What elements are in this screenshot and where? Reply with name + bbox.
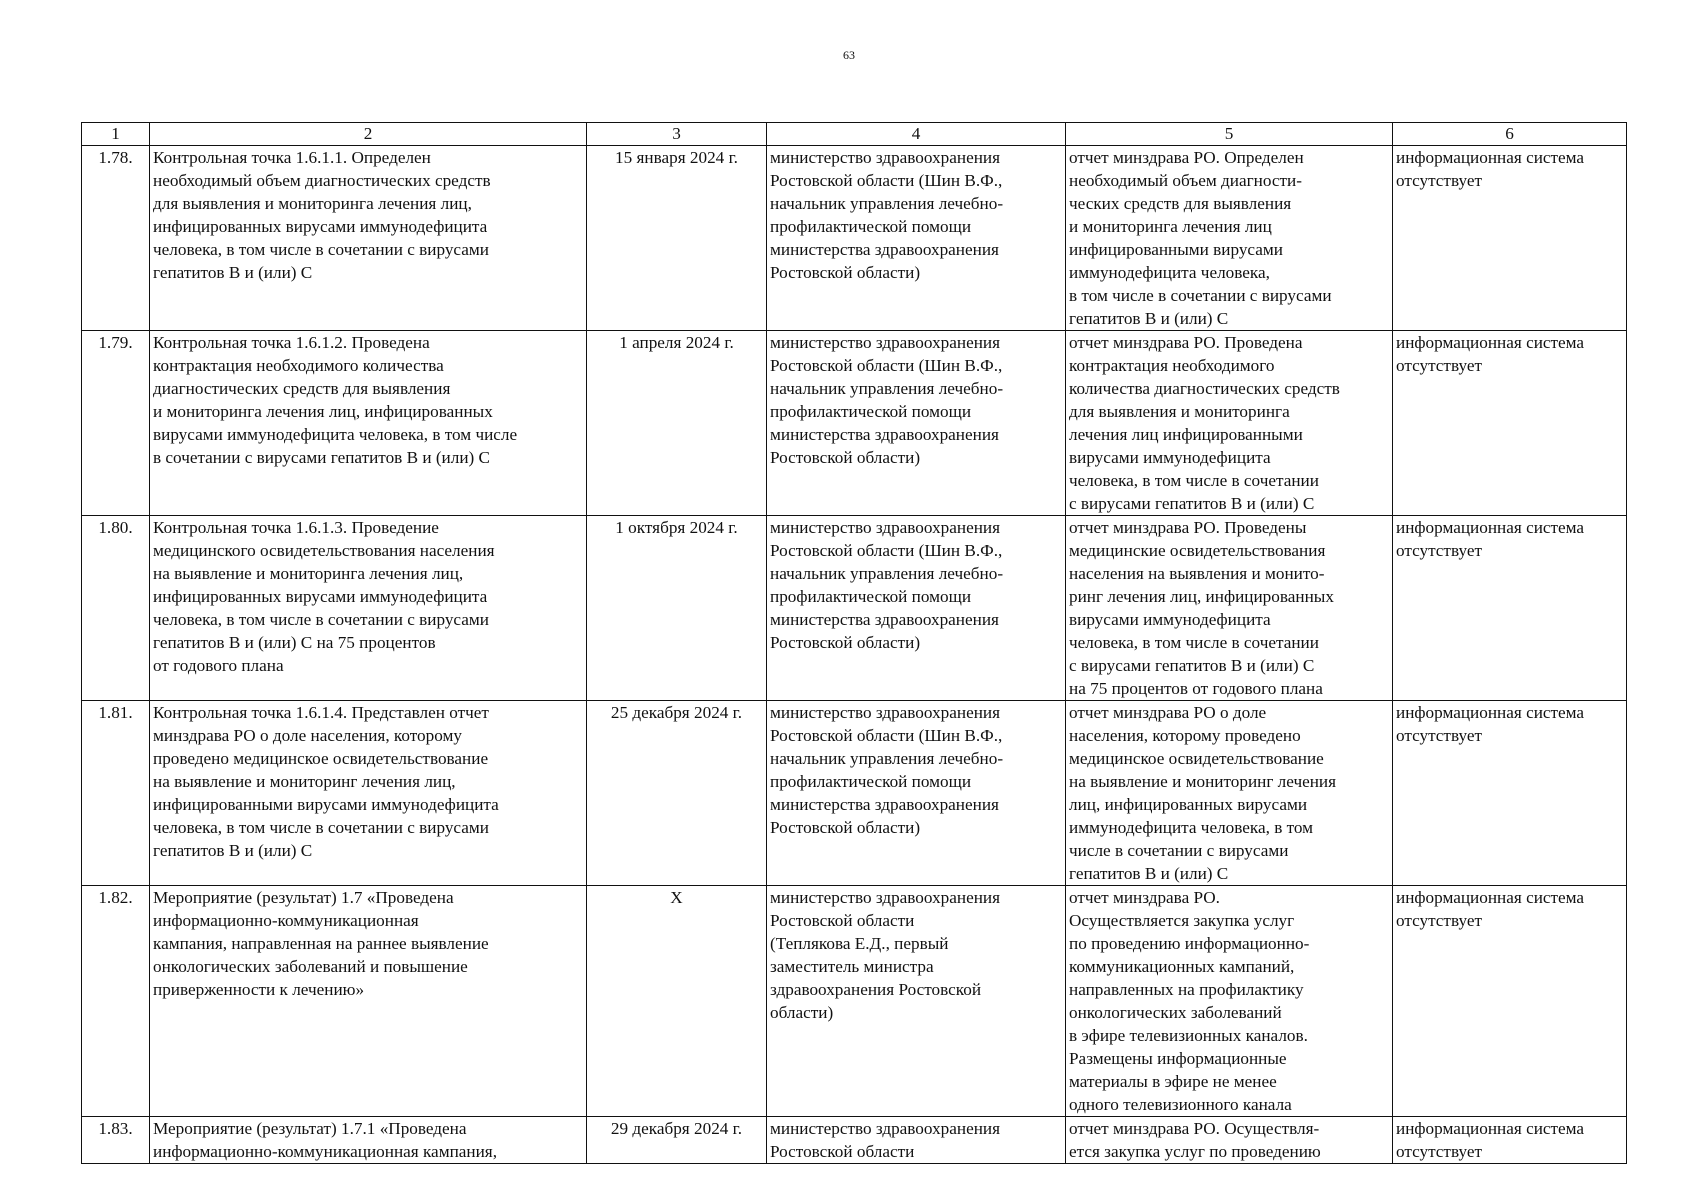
- system-cell: информационная система отсутствует: [1393, 886, 1627, 1117]
- event-cell: Мероприятие (результат) 1.7 «Проведена информационно-коммуникационная кампания, направленная на раннее выявление онкологических заболеваний и повышение приверженности к лечению»: [150, 886, 587, 1117]
- row-number: 1.82.: [82, 886, 150, 1117]
- document-cell: отчет минздрава РО. Осуществля- ется закупка услуг по проведению: [1066, 1117, 1393, 1164]
- header-cell: 3: [587, 123, 767, 146]
- system-cell: информационная система отсутствует: [1393, 146, 1627, 331]
- table-row: [82, 516, 1627, 701]
- responsible-cell: министерство здравоохранения Ростовской области: [767, 1117, 1066, 1164]
- system-cell: информационная система отсутствует: [1393, 701, 1627, 886]
- responsible-cell: министерство здравоохранения Ростовской области (Шин В.Ф., начальник управления лечебно- профилактической помощи министерства здравоохранения Ростовской области): [767, 516, 1066, 701]
- date-cell: 29 декабря 2024 г.: [587, 1117, 767, 1164]
- table-row: [82, 331, 1627, 516]
- document-cell: отчет минздрава РО. Проведена контрактация необходимого количества диагностических средств для выявления и мониторинга лечения лиц инфицированными вирусами иммунодефицита человека, в том числе в сочетании с вирусами гепатитов B и (или) C: [1066, 331, 1393, 516]
- header-cell: 5: [1066, 123, 1393, 146]
- header-cell: 4: [767, 123, 1066, 146]
- row-number: 1.83.: [82, 1117, 150, 1164]
- event-cell: Мероприятие (результат) 1.7.1 «Проведена информационно-коммуникационная кампания,: [150, 1117, 587, 1164]
- row-number: 1.78.: [82, 146, 150, 331]
- document-cell: отчет минздрава РО. Осуществляется закупка услуг по проведению информационно- коммуникационных кампаний, направленных на профилактику онкологических заболеваний в эфире телевизионных каналов. Размещены информационные материалы в эфире не менее одного телевизионного канала: [1066, 886, 1393, 1117]
- responsible-cell: министерство здравоохранения Ростовской области (Шин В.Ф., начальник управления лечебно- профилактической помощи министерства здравоохранения Ростовской области): [767, 331, 1066, 516]
- row-number: 1.79.: [82, 331, 150, 516]
- plan-table: [81, 122, 1627, 1164]
- header-cell: 6: [1393, 123, 1627, 146]
- system-cell: информационная система отсутствует: [1393, 331, 1627, 516]
- responsible-cell: министерство здравоохранения Ростовской области (Теплякова Е.Д., первый заместитель министра здравоохранения Ростовской области): [767, 886, 1066, 1117]
- page-number: 63: [843, 48, 855, 62]
- document-cell: отчет минздрава РО. Проведены медицинские освидетельствования населения на выявления и монито- ринг лечения лиц, инфицированных вирусами иммунодефицита человека, в том числе в сочетании с вирусами гепатитов B и (или) C на 75 процентов от годового плана: [1066, 516, 1393, 701]
- document-cell: отчет минздрава РО о доле населения, которому проведено медицинское освидетельствование на выявление и мониторинг лечения лиц, инфицированных вирусами иммунодефицита человека, в том числе в сочетании с вирусами гепатитов B и (или) C: [1066, 701, 1393, 886]
- table-row: [82, 886, 1627, 1117]
- header-cell: 2: [150, 123, 587, 146]
- document-cell: отчет минздрава РО. Определен необходимый объем диагности- ческих средств для выявления и мониторинга лечения лиц инфицированными вирусами иммунодефицита человека, в том числе в сочетании с вирусами гепатитов B и (или) C: [1066, 146, 1393, 331]
- system-cell: информационная система отсутствует: [1393, 1117, 1627, 1164]
- table-row: [82, 701, 1627, 886]
- date-cell: 1 апреля 2024 г.: [587, 331, 767, 516]
- system-cell: информационная система отсутствует: [1393, 516, 1627, 701]
- table-row: [82, 146, 1627, 331]
- responsible-cell: министерство здравоохранения Ростовской области (Шин В.Ф., начальник управления лечебно- профилактической помощи министерства здравоохранения Ростовской области): [767, 701, 1066, 886]
- date-cell: 1 октября 2024 г.: [587, 516, 767, 701]
- date-cell: 25 декабря 2024 г.: [587, 701, 767, 886]
- responsible-cell: министерство здравоохранения Ростовской области (Шин В.Ф., начальник управления лечебно- профилактической помощи министерства здравоохранения Ростовской области): [767, 146, 1066, 331]
- event-cell: Контрольная точка 1.6.1.4. Представлен отчет минздрава РО о доле населения, которому проведено медицинское освидетельствование на выявление и мониторинг лечения лиц, инфицированными вирусами иммунодефицита человека, в том числе в сочетании с вирусами гепатитов B и (или) C: [150, 701, 587, 886]
- header-cell: 1: [82, 123, 150, 146]
- row-number: 1.81.: [82, 701, 150, 886]
- event-cell: Контрольная точка 1.6.1.3. Проведение медицинского освидетельствования населения на выявление и мониторинга лечения лиц, инфицированных вирусами иммунодефицита человека, в том числе в сочетании с вирусами гепатитов B и (или) C на 75 процентов от годового плана: [150, 516, 587, 701]
- event-cell: Контрольная точка 1.6.1.2. Проведена контрактация необходимого количества диагностических средств для выявления и мониторинга лечения лиц, инфицированных вирусами иммунодефицита человека, в том числе в сочетании с вирусами гепатитов B и (или) C: [150, 331, 587, 516]
- header-row: [82, 123, 1627, 146]
- event-cell: Контрольная точка 1.6.1.1. Определен необходимый объем диагностических средств для выявления и мониторинга лечения лиц, инфицированных вирусами иммунодефицита человека, в том числе в сочетании с вирусами гепатитов B и (или) C: [150, 146, 587, 331]
- date-cell: 15 января 2024 г.: [587, 146, 767, 331]
- table-row: [82, 1117, 1627, 1164]
- date-cell: X: [587, 886, 767, 1117]
- row-number: 1.80.: [82, 516, 150, 701]
